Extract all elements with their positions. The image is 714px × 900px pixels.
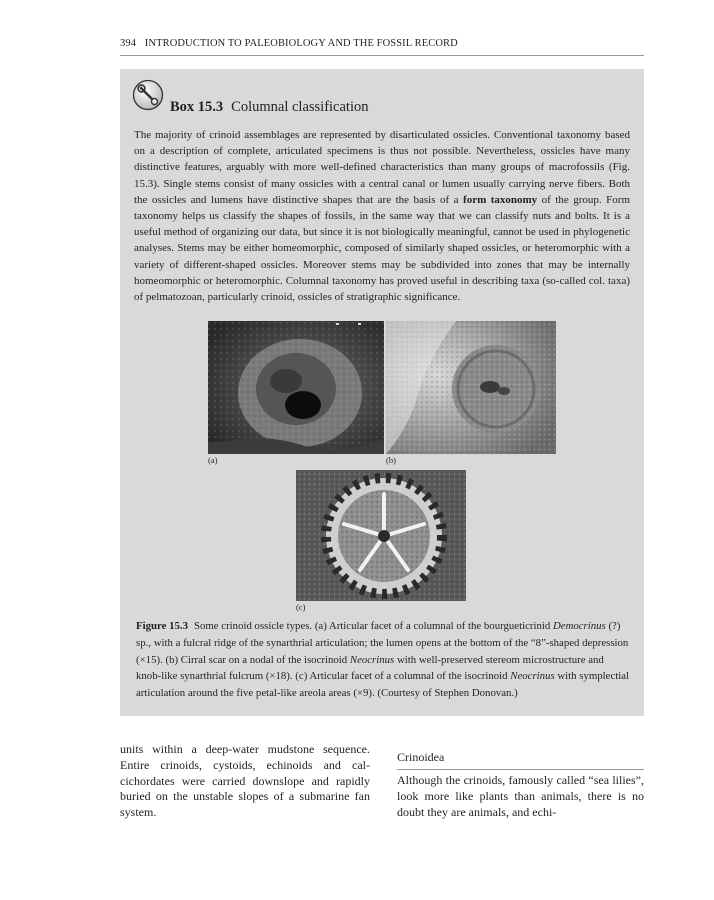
panel-label-a: (a) xyxy=(208,455,218,465)
caption-taxon: Neocrinus xyxy=(510,670,555,683)
photo-a xyxy=(208,321,384,454)
caption-text: with well-preserved stereom microstructure and knob-like synarthrial fulcrum (×18). (c) Articular facet of a columnal of the isocrinoid xyxy=(136,653,604,683)
wrench-icon xyxy=(132,79,164,111)
caption-text: (?) sp., with a fulcral ridge of the synarthrial articulation; the lumen opens at the bottom of the “8”-shaped depression (×15). (b) Cirral scar on a nodal of the isocrinoid xyxy=(136,620,629,666)
left-column-text: units within a deep-water mudstone sequence. Entire crinoids, cystoids, echinoids and calcichordates were carried downslope and rapidly buried on the unstable slopes of a submarine fan system. xyxy=(120,742,370,820)
section-heading-crinoidea: Crinoidea xyxy=(397,750,644,770)
box-body-text: of the group. Form taxonomy helps us classify the shapes of fossils, in the same way that we can classify nuts and bolts. It is a useful method of organizing our data, but since it is not biologically meaningful, cannot be used in phylogenetic analyses. Stems may be either homeomorphic, composed of similarly shaped ossicles, or heteromorphic with a variety of different-shaped ossicles. Moreover stems may be subdivided into zones that may be internally homeomorphic or heteromorphic. Columnal taxonomy has proved useful in describing taxa (so-called col. taxa) of pelmatozoan, particularly crinoid, ossicles of stratigraphic significance. xyxy=(134,193,631,304)
box-title-text: Columnal classification xyxy=(231,99,369,115)
caption-text: Some crinoid ossicle types. (a) Articular facet of a columnal of the bourgueticrinid xyxy=(193,620,553,632)
photo-b xyxy=(386,321,556,454)
panel-label-c: (c) xyxy=(296,602,306,612)
right-column-text: Although the crinoids, famously called “sea lilies”, look more like plants than animals, there is no doubt they are animals, and echi- xyxy=(397,773,644,819)
page-number: 394 xyxy=(120,38,137,49)
box-15-3 xyxy=(120,69,644,716)
box-body-text: The majority of crinoid assemblages are represented by disarticulated ossicles. Conventional taxonomy based on a description of complete, articulated specimens is thus not possible. Nevertheless, ossicles have many distinctive features, arguably with more well-defined characteristics than many groups of macrofossils (Fig. 15.3). Single stems consist of many ossicles with a central canal or lumen usually carrying nerve fibers. Both the ossicles and lumens have distinctive shapes that are the basis of a xyxy=(134,129,630,206)
caption-taxon: Neocrinus xyxy=(349,653,395,666)
photo-c xyxy=(296,470,466,601)
caption-text: with symplectial articulation around the five petal-like areola areas (×9). (Courtesy of Stephen Donovan.) xyxy=(136,670,630,700)
figure-caption xyxy=(136,618,630,702)
box-body-term: form taxonomy xyxy=(463,193,538,206)
running-head-title: INTRODUCTION TO PALEOBIOLOGY AND THE FOSSIL RECORD xyxy=(144,38,458,49)
panel-label-b: (b) xyxy=(386,455,396,465)
caption-label: Figure 15.3 xyxy=(136,620,188,632)
box-title xyxy=(170,99,369,116)
running-head xyxy=(120,38,644,56)
box-label: Box 15.3 xyxy=(170,99,224,115)
box-body xyxy=(134,127,630,305)
caption-taxon: Democrinus xyxy=(552,620,606,632)
